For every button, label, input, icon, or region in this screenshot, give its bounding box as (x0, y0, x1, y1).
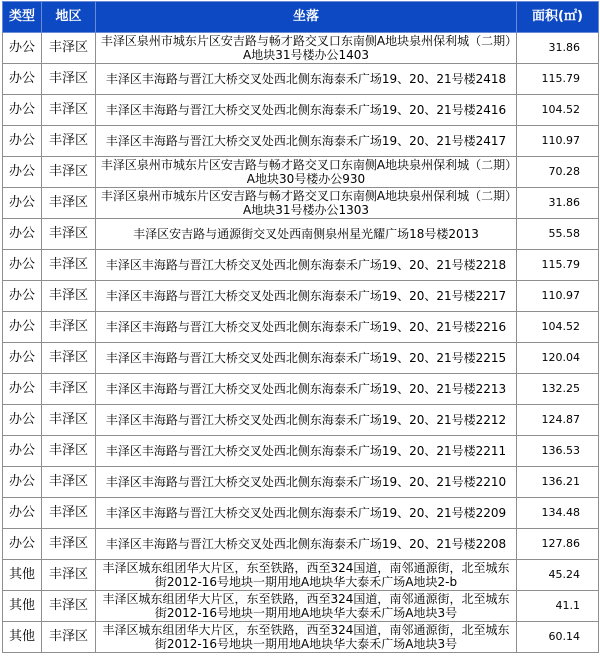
cell-area: 丰泽区 (42, 622, 96, 653)
header-location: 坐落 (96, 2, 517, 33)
table-row (3, 374, 599, 405)
cell-size: 31.86 (517, 33, 599, 64)
cell-area: 丰泽区 (42, 126, 96, 157)
cell-area: 丰泽区 (42, 188, 96, 219)
cell-type: 办公 (3, 529, 42, 560)
table-row (3, 219, 599, 250)
property-table (2, 1, 599, 653)
cell-area: 丰泽区 (42, 281, 96, 312)
cell-area: 丰泽区 (42, 219, 96, 250)
table-row (3, 529, 599, 560)
table-row (3, 64, 599, 95)
cell-area: 丰泽区 (42, 374, 96, 405)
table-row (3, 95, 599, 126)
cell-size: 70.28 (517, 157, 599, 188)
cell-size: 136.53 (517, 436, 599, 467)
cell-size: 132.25 (517, 374, 599, 405)
cell-type: 办公 (3, 250, 42, 281)
cell-location: 丰泽区丰海路与晋江大桥交叉处西北侧东海泰禾广场19、20、21号楼2211 (96, 436, 517, 467)
cell-size: 136.21 (517, 467, 599, 498)
cell-type: 办公 (3, 312, 42, 343)
cell-size: 115.79 (517, 64, 599, 95)
cell-location: 丰泽区丰海路与晋江大桥交叉处西北侧东海泰禾广场19、20、21号楼2213 (96, 374, 517, 405)
table-row (3, 560, 599, 591)
cell-size: 104.52 (517, 312, 599, 343)
cell-type: 办公 (3, 467, 42, 498)
cell-size: 55.58 (517, 219, 599, 250)
table-row (3, 405, 599, 436)
cell-size: 45.24 (517, 560, 599, 591)
cell-size: 60.14 (517, 622, 599, 653)
cell-area: 丰泽区 (42, 436, 96, 467)
cell-size: 115.79 (517, 250, 599, 281)
cell-size: 124.87 (517, 405, 599, 436)
cell-type: 办公 (3, 64, 42, 95)
cell-size: 104.52 (517, 95, 599, 126)
cell-type: 办公 (3, 498, 42, 529)
cell-area: 丰泽区 (42, 157, 96, 188)
table-row (3, 281, 599, 312)
header-area: 地区 (42, 2, 96, 33)
cell-location: 丰泽区丰海路与晋江大桥交叉处西北侧东海泰禾广场19、20、21号楼2418 (96, 64, 517, 95)
cell-location: 丰泽区丰海路与晋江大桥交叉处西北侧东海泰禾广场19、20、21号楼2218 (96, 250, 517, 281)
cell-size: 110.97 (517, 281, 599, 312)
table-row (3, 591, 599, 622)
cell-location: 丰泽区丰海路与晋江大桥交叉处西北侧东海泰禾广场19、20、21号楼2217 (96, 281, 517, 312)
cell-area: 丰泽区 (42, 95, 96, 126)
cell-location: 丰泽区丰海路与晋江大桥交叉处西北侧东海泰禾广场19、20、21号楼2416 (96, 95, 517, 126)
cell-location: 丰泽区丰海路与晋江大桥交叉处西北侧东海泰禾广场19、20、21号楼2208 (96, 529, 517, 560)
cell-size: 31.86 (517, 188, 599, 219)
cell-area: 丰泽区 (42, 498, 96, 529)
cell-location: 丰泽区泉州市城东片区安吉路与畅才路交叉口东南侧A地块泉州保利城（二期）A地块30号楼办公930 (96, 157, 517, 188)
cell-location: 丰泽区丰海路与晋江大桥交叉处西北侧东海泰禾广场19、20、21号楼2210 (96, 467, 517, 498)
cell-area: 丰泽区 (42, 467, 96, 498)
cell-location: 丰泽区丰海路与晋江大桥交叉处西北侧东海泰禾广场19、20、21号楼2216 (96, 312, 517, 343)
cell-area: 丰泽区 (42, 33, 96, 64)
cell-type: 办公 (3, 95, 42, 126)
table-row (3, 498, 599, 529)
table-row (3, 467, 599, 498)
header-size: 面积(㎡) (517, 2, 599, 33)
table-row (3, 436, 599, 467)
cell-location: 丰泽区丰海路与晋江大桥交叉处西北侧东海泰禾广场19、20、21号楼2215 (96, 343, 517, 374)
header-type: 类型 (3, 2, 42, 33)
cell-type: 办公 (3, 157, 42, 188)
cell-type: 办公 (3, 405, 42, 436)
cell-location: 丰泽区城东组团华大片区，东至铁路，西至324国道，南邻通源街，北至城东街2012-16号地块一期用地A地块华大泰禾广场A地块2-b (96, 560, 517, 591)
cell-location: 丰泽区泉州市城东片区安吉路与畅才路交叉口东南侧A地块泉州保利城（二期）A地块31号楼办公1403 (96, 33, 517, 64)
cell-area: 丰泽区 (42, 64, 96, 95)
cell-area: 丰泽区 (42, 560, 96, 591)
table-row (3, 157, 599, 188)
cell-type: 办公 (3, 436, 42, 467)
table-header-row (3, 2, 599, 33)
cell-size: 41.1 (517, 591, 599, 622)
cell-type: 办公 (3, 374, 42, 405)
cell-type: 办公 (3, 281, 42, 312)
cell-type: 办公 (3, 219, 42, 250)
table-row (3, 33, 599, 64)
cell-size: 120.04 (517, 343, 599, 374)
cell-location: 丰泽区城东组团华大片区，东至铁路，西至324国道，南邻通源街，北至城东街2012-16号地块一期用地A地块华大泰禾广场A地块3号 (96, 591, 517, 622)
cell-area: 丰泽区 (42, 405, 96, 436)
cell-area: 丰泽区 (42, 343, 96, 374)
cell-type: 其他 (3, 560, 42, 591)
cell-location: 丰泽区丰海路与晋江大桥交叉处西北侧东海泰禾广场19、20、21号楼2417 (96, 126, 517, 157)
cell-location: 丰泽区城东组团华大片区，东至铁路，西至324国道，南邻通源街，北至城东街2012-16号地块一期用地A地块华大泰禾广场A地块3号 (96, 622, 517, 653)
cell-size: 127.86 (517, 529, 599, 560)
cell-location: 丰泽区安吉路与通源街交叉处西南侧泉州星光耀广场18号楼2013 (96, 219, 517, 250)
cell-area: 丰泽区 (42, 250, 96, 281)
cell-type: 办公 (3, 343, 42, 374)
cell-location: 丰泽区泉州市城东片区安吉路与畅才路交叉口东南侧A地块泉州保利城（二期）A地块31号楼办公1303 (96, 188, 517, 219)
table-row (3, 188, 599, 219)
cell-type: 办公 (3, 188, 42, 219)
cell-area: 丰泽区 (42, 312, 96, 343)
cell-area: 丰泽区 (42, 529, 96, 560)
table-row (3, 343, 599, 374)
cell-type: 其他 (3, 591, 42, 622)
cell-size: 134.48 (517, 498, 599, 529)
table-row (3, 126, 599, 157)
table-row (3, 250, 599, 281)
cell-location: 丰泽区丰海路与晋江大桥交叉处西北侧东海泰禾广场19、20、21号楼2209 (96, 498, 517, 529)
table-row (3, 312, 599, 343)
cell-location: 丰泽区丰海路与晋江大桥交叉处西北侧东海泰禾广场19、20、21号楼2212 (96, 405, 517, 436)
cell-type: 其他 (3, 622, 42, 653)
table-body (3, 33, 599, 653)
cell-type: 办公 (3, 126, 42, 157)
cell-type: 办公 (3, 33, 42, 64)
table-row (3, 622, 599, 653)
cell-size: 110.97 (517, 126, 599, 157)
cell-area: 丰泽区 (42, 591, 96, 622)
